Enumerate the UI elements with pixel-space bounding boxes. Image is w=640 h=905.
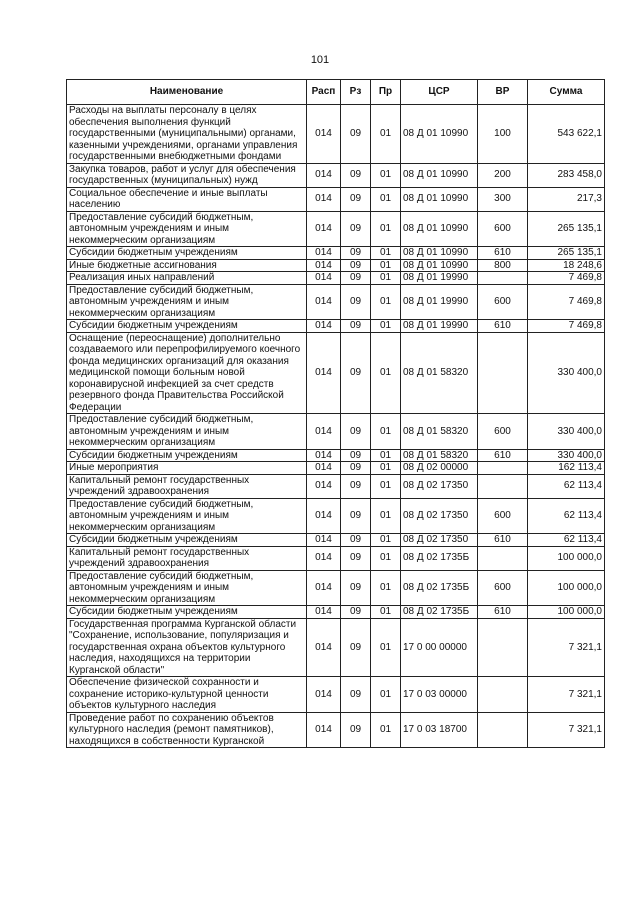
cell-pr: 01: [371, 618, 401, 677]
cell-pr: 01: [371, 546, 401, 570]
cell-vr: 600: [478, 211, 528, 247]
cell-csr: 17 0 03 18700: [401, 712, 478, 748]
table-row: [67, 498, 605, 534]
cell-rz: 09: [341, 211, 371, 247]
cell-rz: 09: [341, 449, 371, 462]
cell-name: Проведение работ по сохранению объектов культурного наследия (ремонт памятников), находящихся в собственности Курганской: [67, 712, 307, 748]
column-header-csr: ЦСР: [401, 80, 478, 105]
cell-csr: 08 Д 01 58320: [401, 414, 478, 450]
cell-name: Иные мероприятия: [67, 462, 307, 475]
cell-vr: 610: [478, 534, 528, 547]
table-row: [67, 677, 605, 713]
cell-sum: 265 135,1: [528, 247, 605, 260]
cell-csr: 08 Д 01 19990: [401, 272, 478, 285]
cell-name: Предоставление субсидий бюджетным, автономным учреждениям и иным некоммерческим организациям: [67, 570, 307, 606]
cell-rz: 09: [341, 284, 371, 320]
cell-sum: 100 000,0: [528, 570, 605, 606]
table-row: [67, 332, 605, 414]
cell-pr: 01: [371, 332, 401, 414]
table-row: [67, 534, 605, 547]
cell-vr: [478, 462, 528, 475]
cell-rasp: 014: [307, 474, 341, 498]
cell-csr: 08 Д 01 10990: [401, 259, 478, 272]
cell-sum: 330 400,0: [528, 414, 605, 450]
cell-name: Социальное обеспечение и иные выплаты населению: [67, 187, 307, 211]
cell-csr: 08 Д 02 17350: [401, 474, 478, 498]
cell-name: Субсидии бюджетным учреждениям: [67, 606, 307, 619]
table-row: [67, 618, 605, 677]
cell-name: Предоставление субсидий бюджетным, автономным учреждениям и иным некоммерческим организациям: [67, 211, 307, 247]
cell-rz: 09: [341, 534, 371, 547]
cell-pr: 01: [371, 534, 401, 547]
cell-pr: 01: [371, 320, 401, 333]
cell-csr: 17 0 00 00000: [401, 618, 478, 677]
cell-rasp: 014: [307, 534, 341, 547]
column-header-sum: Сумма: [528, 80, 605, 105]
cell-sum: 62 113,4: [528, 534, 605, 547]
cell-vr: [478, 546, 528, 570]
cell-csr: 08 Д 01 10990: [401, 163, 478, 187]
table-row: [67, 259, 605, 272]
cell-vr: 610: [478, 606, 528, 619]
table-row: [67, 247, 605, 260]
cell-rz: 09: [341, 618, 371, 677]
cell-pr: 01: [371, 163, 401, 187]
cell-sum: 7 321,1: [528, 677, 605, 713]
cell-pr: 01: [371, 462, 401, 475]
table-row: [67, 570, 605, 606]
cell-rz: 09: [341, 272, 371, 285]
cell-sum: 330 400,0: [528, 332, 605, 414]
cell-sum: 543 622,1: [528, 105, 605, 164]
cell-vr: [478, 677, 528, 713]
cell-csr: 08 Д 02 1735Б: [401, 546, 478, 570]
cell-rasp: 014: [307, 449, 341, 462]
cell-csr: 08 Д 02 1735Б: [401, 606, 478, 619]
budget-table: [66, 79, 605, 748]
cell-rz: 09: [341, 712, 371, 748]
cell-rasp: 014: [307, 618, 341, 677]
cell-csr: 08 Д 01 58320: [401, 332, 478, 414]
cell-rasp: 014: [307, 259, 341, 272]
cell-csr: 08 Д 01 10990: [401, 247, 478, 260]
cell-pr: 01: [371, 712, 401, 748]
table-row: [67, 284, 605, 320]
cell-rasp: 014: [307, 105, 341, 164]
cell-csr: 08 Д 01 58320: [401, 449, 478, 462]
cell-csr: 08 Д 02 00000: [401, 462, 478, 475]
cell-rz: 09: [341, 570, 371, 606]
cell-sum: 265 135,1: [528, 211, 605, 247]
table-row: [67, 272, 605, 285]
cell-pr: 01: [371, 606, 401, 619]
cell-name: Государственная программа Курганской области "Сохранение, использование, популяризация и государственная охрана объектов культурного наследия, находящихся на территории Курганской области": [67, 618, 307, 677]
cell-pr: 01: [371, 498, 401, 534]
cell-csr: 08 Д 02 17350: [401, 498, 478, 534]
column-header-rz: Рз: [341, 80, 371, 105]
cell-sum: 330 400,0: [528, 449, 605, 462]
cell-rasp: 014: [307, 677, 341, 713]
cell-rasp: 014: [307, 546, 341, 570]
cell-pr: 01: [371, 474, 401, 498]
cell-pr: 01: [371, 272, 401, 285]
column-header-name: Наименование: [67, 80, 307, 105]
cell-csr: 08 Д 02 17350: [401, 534, 478, 547]
cell-name: Иные бюджетные ассигнования: [67, 259, 307, 272]
cell-vr: [478, 474, 528, 498]
cell-vr: 600: [478, 414, 528, 450]
cell-rasp: 014: [307, 712, 341, 748]
cell-rz: 09: [341, 163, 371, 187]
cell-vr: [478, 618, 528, 677]
table-body: [67, 105, 605, 748]
cell-rz: 09: [341, 677, 371, 713]
cell-sum: 162 113,4: [528, 462, 605, 475]
column-header-pr: Пр: [371, 80, 401, 105]
table-row: [67, 462, 605, 475]
cell-vr: 100: [478, 105, 528, 164]
cell-vr: 610: [478, 247, 528, 260]
cell-name: Субсидии бюджетным учреждениям: [67, 320, 307, 333]
cell-name: Обеспечение физической сохранности и сохранение историко-культурной ценности объектов культурного наследия: [67, 677, 307, 713]
cell-vr: [478, 332, 528, 414]
cell-pr: 01: [371, 187, 401, 211]
cell-rasp: 014: [307, 462, 341, 475]
column-header-vr: ВР: [478, 80, 528, 105]
cell-sum: 7 321,1: [528, 712, 605, 748]
cell-sum: 283 458,0: [528, 163, 605, 187]
cell-name: Оснащение (переоснащение) дополнительно создаваемого или перепрофилируемого коечного фонда медицинских организаций для оказания медицинской помощи больным новой коронавирусной инфекцией за счет средств резервного фонда Правительства Российской Федерации: [67, 332, 307, 414]
cell-name: Расходы на выплаты персоналу в целях обеспечения выполнения функций государственными (муниципальными) органами, казенными учреждениями, органами управления государственными внебюджетными фондами: [67, 105, 307, 164]
cell-rz: 09: [341, 332, 371, 414]
cell-vr: 300: [478, 187, 528, 211]
cell-rasp: 014: [307, 163, 341, 187]
cell-name: Предоставление субсидий бюджетным, автономным учреждениям и иным некоммерческим организациям: [67, 498, 307, 534]
table-row: [67, 414, 605, 450]
table-row: [67, 320, 605, 333]
cell-pr: 01: [371, 247, 401, 260]
cell-rz: 09: [341, 320, 371, 333]
cell-rasp: 014: [307, 247, 341, 260]
cell-name: Закупка товаров, работ и услуг для обеспечения государственных (муниципальных) нужд: [67, 163, 307, 187]
cell-rasp: 014: [307, 320, 341, 333]
cell-rasp: 014: [307, 606, 341, 619]
table-row: [67, 211, 605, 247]
cell-csr: 08 Д 01 10990: [401, 211, 478, 247]
cell-sum: 100 000,0: [528, 546, 605, 570]
table-row: [67, 474, 605, 498]
table-row: [67, 449, 605, 462]
cell-csr: 08 Д 01 10990: [401, 105, 478, 164]
cell-name: Предоставление субсидий бюджетным, автономным учреждениям и иным некоммерческим организациям: [67, 414, 307, 450]
cell-vr: [478, 712, 528, 748]
cell-sum: 100 000,0: [528, 606, 605, 619]
cell-sum: 217,3: [528, 187, 605, 211]
cell-name: Предоставление субсидий бюджетным, автономным учреждениям и иным некоммерческим организациям: [67, 284, 307, 320]
cell-csr: 08 Д 01 10990: [401, 187, 478, 211]
cell-name: Субсидии бюджетным учреждениям: [67, 534, 307, 547]
cell-rz: 09: [341, 259, 371, 272]
cell-pr: 01: [371, 570, 401, 606]
cell-vr: 600: [478, 570, 528, 606]
cell-vr: 600: [478, 284, 528, 320]
table-row: [67, 712, 605, 748]
cell-rz: 09: [341, 498, 371, 534]
cell-sum: 7 321,1: [528, 618, 605, 677]
header-row: [67, 80, 605, 105]
cell-pr: 01: [371, 211, 401, 247]
cell-vr: 610: [478, 449, 528, 462]
cell-sum: 62 113,4: [528, 474, 605, 498]
cell-rz: 09: [341, 414, 371, 450]
cell-sum: 18 248,6: [528, 259, 605, 272]
cell-vr: 200: [478, 163, 528, 187]
cell-name: Капитальный ремонт государственных учреждений здравоохранения: [67, 546, 307, 570]
cell-sum: 62 113,4: [528, 498, 605, 534]
cell-sum: 7 469,8: [528, 284, 605, 320]
cell-pr: 01: [371, 677, 401, 713]
cell-sum: 7 469,8: [528, 320, 605, 333]
cell-pr: 01: [371, 414, 401, 450]
cell-vr: 800: [478, 259, 528, 272]
cell-rasp: 014: [307, 498, 341, 534]
cell-name: Субсидии бюджетным учреждениям: [67, 247, 307, 260]
cell-pr: 01: [371, 105, 401, 164]
cell-vr: 610: [478, 320, 528, 333]
cell-csr: 08 Д 01 19990: [401, 320, 478, 333]
cell-rz: 09: [341, 546, 371, 570]
table-row: [67, 187, 605, 211]
cell-rasp: 014: [307, 187, 341, 211]
cell-sum: 7 469,8: [528, 272, 605, 285]
cell-rz: 09: [341, 187, 371, 211]
cell-pr: 01: [371, 259, 401, 272]
column-header-rasp: Расп: [307, 80, 341, 105]
cell-name: Реализация иных направлений: [67, 272, 307, 285]
cell-rasp: 014: [307, 570, 341, 606]
cell-csr: 08 Д 02 1735Б: [401, 570, 478, 606]
cell-pr: 01: [371, 449, 401, 462]
table-row: [67, 546, 605, 570]
cell-rasp: 014: [307, 284, 341, 320]
table-row: [67, 163, 605, 187]
cell-rasp: 014: [307, 414, 341, 450]
cell-rz: 09: [341, 247, 371, 260]
cell-pr: 01: [371, 284, 401, 320]
cell-vr: [478, 272, 528, 285]
cell-csr: 08 Д 01 19990: [401, 284, 478, 320]
cell-rz: 09: [341, 462, 371, 475]
cell-csr: 17 0 03 00000: [401, 677, 478, 713]
cell-name: Капитальный ремонт государственных учреждений здравоохранения: [67, 474, 307, 498]
cell-rasp: 014: [307, 332, 341, 414]
cell-rz: 09: [341, 105, 371, 164]
page-number: 101: [310, 54, 330, 66]
table-row: [67, 606, 605, 619]
cell-vr: 600: [478, 498, 528, 534]
cell-rz: 09: [341, 474, 371, 498]
cell-rz: 09: [341, 606, 371, 619]
cell-rasp: 014: [307, 272, 341, 285]
table-row: [67, 105, 605, 164]
cell-name: Субсидии бюджетным учреждениям: [67, 449, 307, 462]
cell-rasp: 014: [307, 211, 341, 247]
